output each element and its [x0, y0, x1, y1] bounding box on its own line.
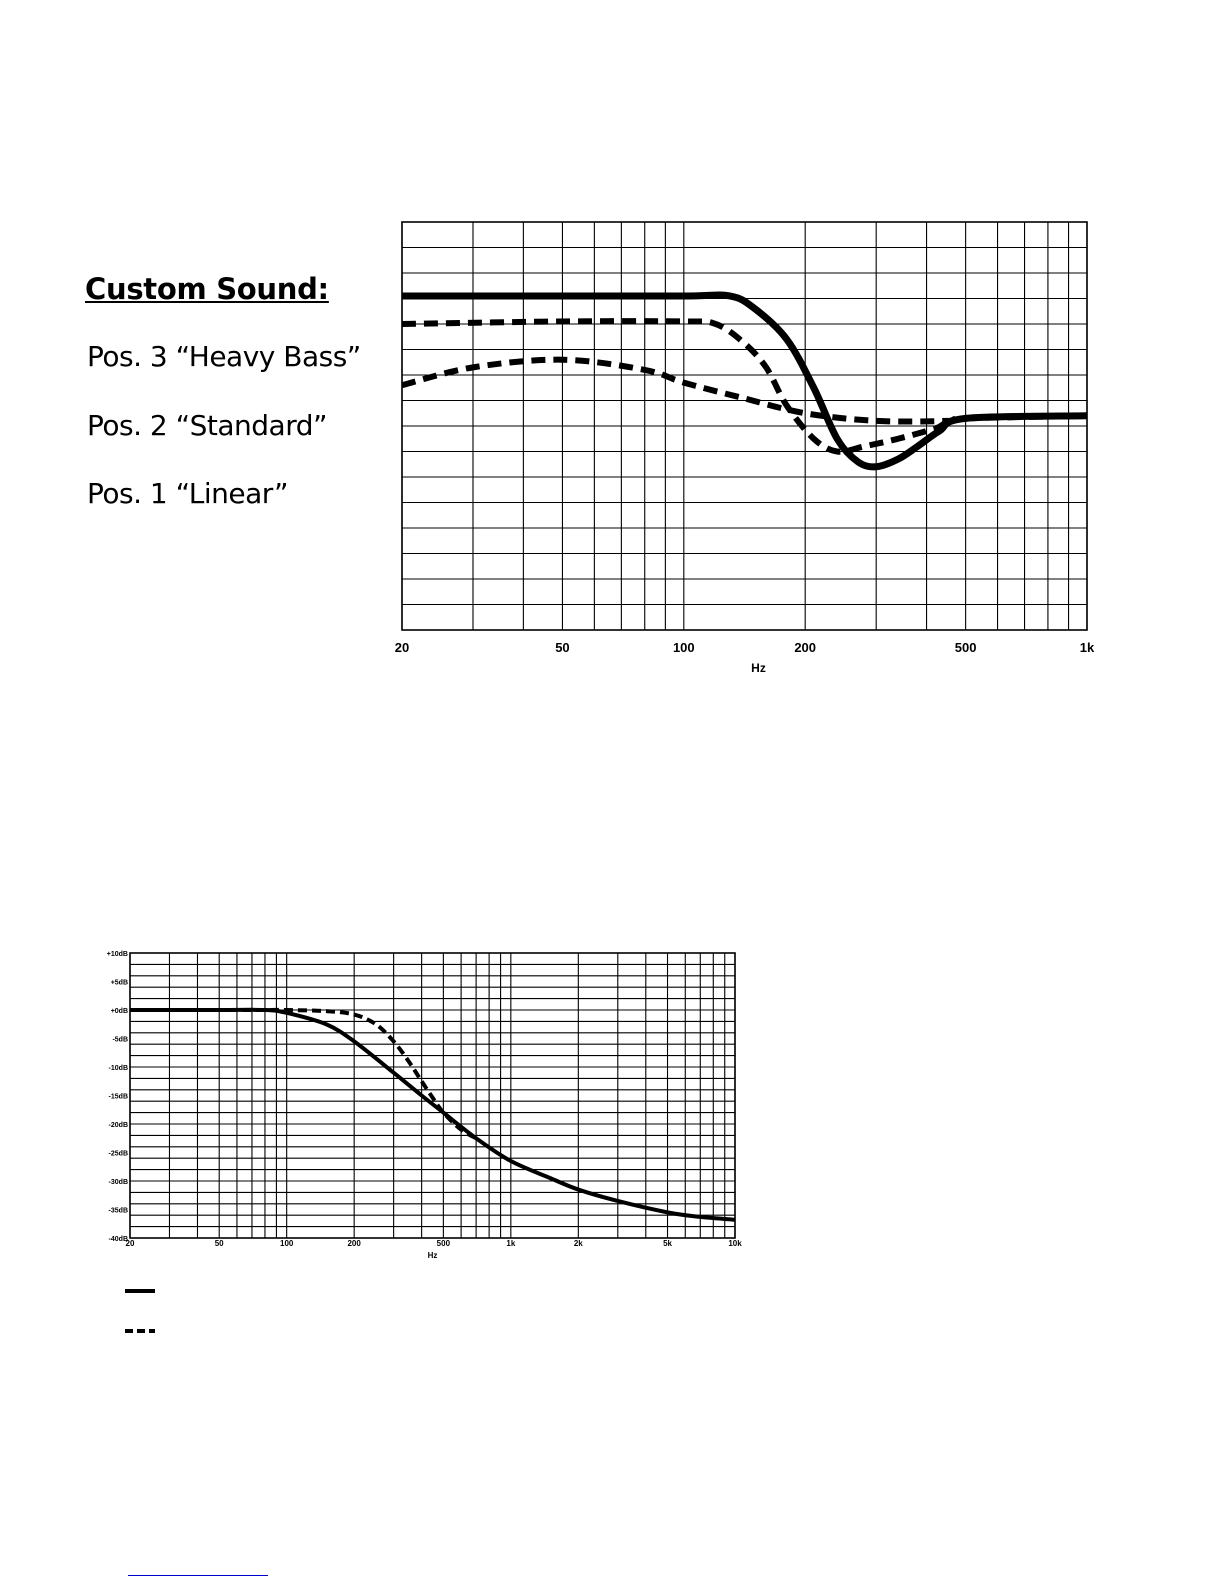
y-tick-label: -20dB	[108, 1122, 128, 1129]
y-tick-label: -10dB	[108, 1065, 128, 1072]
y-tick-label: +5dB	[110, 979, 128, 987]
legend-item-linear: Pos. 1 “Linear”	[87, 477, 288, 510]
x-tick-label: 500	[436, 1239, 451, 1248]
x-tick-label: 1k	[506, 1239, 516, 1248]
legend-title: Custom Sound:	[85, 272, 329, 306]
y-tick-label: +10dB	[106, 951, 128, 958]
series-line-1-1	[402, 295, 1087, 467]
x-tick-label: 200	[794, 640, 817, 655]
x-tick-label: 50	[214, 1239, 224, 1248]
legend-item-heavy-bass: Pos. 3 “Heavy Bass”	[87, 340, 361, 373]
x-tick-label: 50	[555, 640, 570, 655]
x-tick-label: 500	[954, 640, 977, 655]
y-tick-label: -25dB	[108, 1150, 128, 1158]
x-tick-label: 20	[125, 1239, 135, 1248]
x-tick-label: 5k	[663, 1239, 672, 1248]
x-tick-label: 20	[394, 640, 410, 655]
x-tick-label: 1k	[1079, 640, 1095, 655]
y-tick-label: -35dB	[108, 1207, 128, 1215]
y-tick-label: -5dB	[112, 1036, 128, 1044]
x-tick-label: 2k	[573, 1239, 583, 1248]
x-axis-label: Hz	[751, 661, 766, 675]
y-tick-label: -40dB	[108, 1236, 128, 1243]
x-tick-label: 100	[672, 640, 695, 655]
x-tick-label: 10k	[728, 1239, 742, 1248]
footnote-divider	[128, 1575, 268, 1576]
series-line-2-1	[130, 1010, 735, 1220]
y-tick-label: +0dB	[110, 1008, 128, 1015]
x-tick-label: 100	[280, 1239, 294, 1248]
series-line-1-3	[402, 360, 1087, 422]
y-tick-label: -30dB	[108, 1179, 128, 1186]
series-line-1-2	[402, 321, 1087, 452]
series-line-2-2	[130, 1010, 476, 1138]
y-tick-label: -15dB	[108, 1093, 128, 1101]
x-axis-label: Hz	[427, 1251, 438, 1260]
x-tick-label: 200	[347, 1239, 361, 1248]
legend-item-standard: Pos. 2 “Standard”	[87, 409, 328, 442]
